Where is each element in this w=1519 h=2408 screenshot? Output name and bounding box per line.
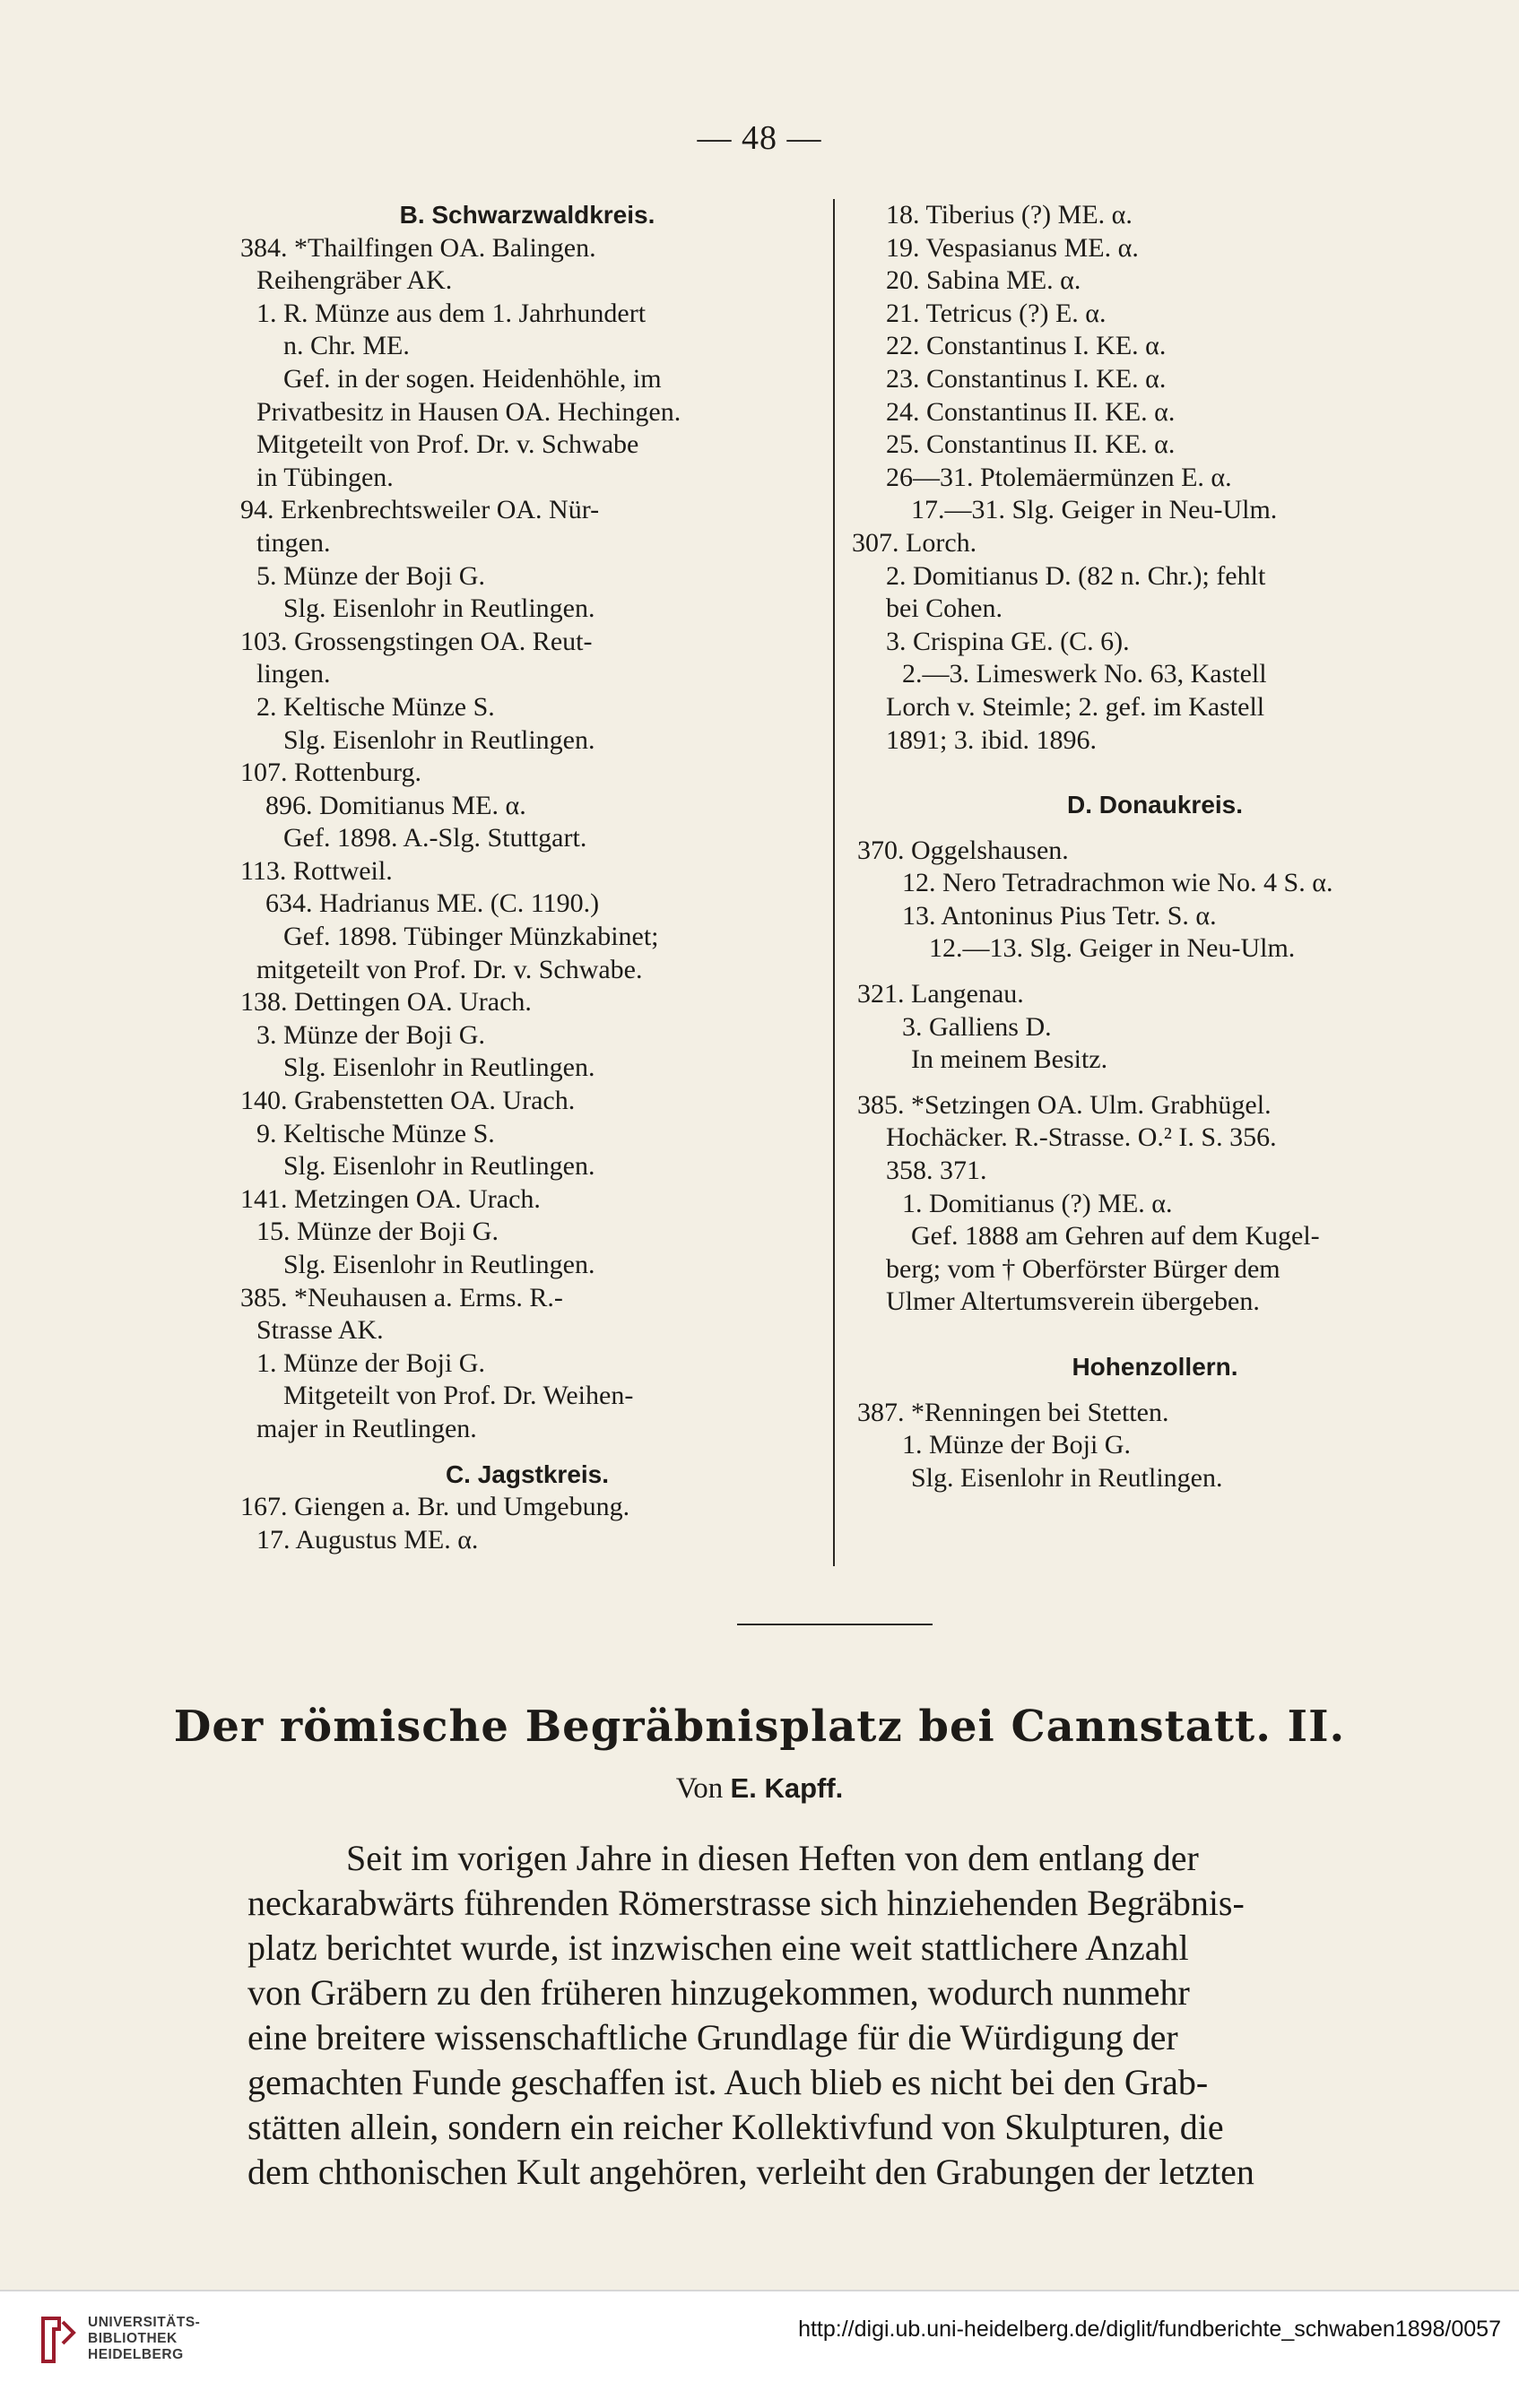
column-divider (833, 199, 835, 1566)
entry-line: 107. Rottenburg. (240, 758, 421, 788)
entry-line: 167. Giengen a. Br. und Umgebung. (240, 1492, 630, 1522)
entry-line: 13. Antoninus Pius Tetr. S. α. (902, 900, 1217, 931)
body-line: eine breitere wissenschaftliche Grundlage für die Würdigung der (247, 2017, 1178, 2057)
section-heading-donaukreis: D. Donaukreis. (1066, 791, 1244, 819)
page-number: — 48 — (697, 119, 822, 157)
entry-line: 23. Constantinus I. KE. α. (886, 363, 1167, 394)
entry-line: lingen. (256, 659, 331, 689)
entry-line: 15. Münze der Boji G. (256, 1217, 499, 1247)
entry-line: 22. Constantinus I. KE. α. (886, 331, 1167, 361)
section-heading-hohenzollern: Hohenzollern. (1072, 1353, 1238, 1381)
entry-line: 17. Augustus ME. α. (256, 1524, 479, 1555)
entry-line: 2. Keltische Münze S. (256, 691, 495, 722)
entry-line: Mitgeteilt von Prof. Dr. Weihen- (283, 1381, 634, 1411)
entry-line: 896. Domitianus ME. α. (265, 790, 526, 820)
body-line: dem chthonischen Kult angehören, verleiht den Grabungen der letzten (247, 2152, 1254, 2192)
viewer-footer (0, 2290, 1519, 2408)
entry-line: 94. Erkenbrechtsweiler OA. Nür- (240, 495, 600, 525)
entry-line: 1. Münze der Boji G. (256, 1347, 485, 1378)
right-column (852, 199, 1424, 1494)
entry-line: 3. Münze der Boji G. (256, 1019, 485, 1050)
entry-line: 25. Constantinus II. KE. α. (886, 429, 1176, 460)
entry-line: Gef. 1898. Tübinger Münzkabinet; (283, 922, 659, 952)
body-line: von Gräbern zu den früheren hinzugekommen, wodurch nunmehr (247, 1972, 1190, 2013)
entry-line: 2.—3. Limeswerk No. 63, Kastell (902, 659, 1267, 689)
entry-line: Slg. Eisenlohr in Reutlingen. (283, 1151, 595, 1182)
entry-line: 138. Dettingen OA. Urach. (240, 987, 532, 1018)
library-name[interactable] (88, 2315, 200, 2363)
author-prefix: Von (675, 1772, 724, 1805)
entry-line: 1. Münze der Boji G. (902, 1430, 1131, 1460)
entry-line: 370. Oggelshausen. (857, 835, 1069, 865)
entry-line: 21. Tetricus (?) E. α. (886, 298, 1107, 328)
section-separator (737, 1624, 933, 1625)
entry-line: in Tübingen. (256, 462, 394, 492)
entry-line: berg; vom † Oberförster Bürger dem (886, 1253, 1280, 1284)
permalink-url[interactable]: http://digi.ub.uni-heidelberg.de/diglit/fundberichte_schwaben1898/0057 (798, 2317, 1501, 2342)
entry-line: 1. R. Münze aus dem 1. Jahrhundert (256, 298, 647, 328)
section-heading-jagstkreis: C. Jagstkreis. (445, 1460, 610, 1488)
entry-line: Slg. Eisenlohr in Reutlingen. (911, 1462, 1223, 1493)
entry-line: Gef. 1898. A.-Slg. Stuttgart. (283, 823, 587, 853)
entry-line: 385. *Neuhausen a. Erms. R.- (240, 1282, 563, 1312)
entry-line: In meinem Besitz. (911, 1044, 1108, 1075)
entry-line: 26—31. Ptolemäermünzen E. α. (886, 462, 1232, 492)
entry-line: Strasse AK. (256, 1315, 384, 1346)
entry-line: 387. *Renningen bei Stetten. (857, 1397, 1169, 1427)
entry-line: 18. Tiberius (?) ME. α. (886, 200, 1133, 230)
entry-line: 1. Domitianus (?) ME. α. (902, 1188, 1173, 1218)
entry-line: 384. *Thailfingen OA. Balingen. (240, 232, 596, 263)
entry-line: Slg. Eisenlohr in Reutlingen. (283, 1250, 595, 1279)
entry-line: n. Chr. ME. (283, 331, 410, 361)
entry-line: 634. Hadrianus ME. (C. 1190.) (265, 888, 600, 919)
entry-line: tingen. (256, 527, 331, 558)
entry-line: 9. Keltische Münze S. (256, 1118, 495, 1148)
body-line: platz berichtet wurde, ist inzwischen eine weit stattlichere Anzahl (247, 1927, 1189, 1968)
library-name-line: HEIDELBERG (88, 2347, 184, 2362)
entry-line: 12.—13. Slg. Geiger in Neu-Ulm. (929, 933, 1296, 964)
entry-line: Hochäcker. R.-Strasse. O.² I. S. 356. (886, 1122, 1277, 1153)
entry-line: Privatbesitz in Hausen OA. Hechingen. (256, 396, 681, 427)
body-line: neckarabwärts führenden Römerstrasse sich hinziehenden Begräbnis- (247, 1883, 1245, 1923)
article-body (247, 1836, 1424, 2195)
article-title: Der römische Begräbnisplatz bei Cannstatt. II. (173, 1702, 1346, 1752)
entry-line: Slg. Eisenlohr in Reutlingen. (283, 593, 595, 624)
entry-line: Slg. Eisenlohr in Reutlingen. (283, 1052, 595, 1083)
entry-line: bei Cohen. (886, 593, 1003, 624)
entry-line: 321. Langenau. (857, 979, 1024, 1009)
entry-line: 3. Crispina GE. (C. 6). (886, 626, 1130, 656)
author-name: E. Kapff. (730, 1772, 844, 1804)
entry-line: 103. Grossengstingen OA. Reut- (240, 626, 593, 656)
entry-line: 24. Constantinus II. KE. α. (886, 396, 1176, 427)
article-author (0, 1772, 1519, 1806)
entry-line: 385. *Setzingen OA. Ulm. Grabhügel. (857, 1089, 1272, 1120)
entry-line: majer in Reutlingen. (256, 1413, 477, 1443)
entry-line: 2. Domitianus D. (82 n. Chr.); fehlt (886, 560, 1266, 591)
entry-line: 12. Nero Tetradrachmon wie No. 4 S. α. (902, 868, 1333, 898)
entry-line: 113. Rottweil. (240, 855, 393, 886)
entry-line: 17.—31. Slg. Geiger in Neu-Ulm. (911, 495, 1278, 525)
body-line: gemachten Funde geschaffen ist. Auch blieb es nicht bei den Grab- (247, 2062, 1209, 2102)
entry-line: 1891; 3. ibid. 1896. (886, 724, 1098, 755)
body-line: Seit im vorigen Jahre in diesen Heften von dem entlang der (346, 1838, 1199, 1878)
entry-line: Gef. in der sogen. Heidenhöhle, im (283, 363, 662, 394)
section-heading-schwarzwaldkreis: B. Schwarzwaldkreis. (399, 201, 655, 229)
library-name-line: UNIVERSITÄTS- (88, 2315, 201, 2330)
entry-line: 19. Vespasianus ME. α. (886, 232, 1139, 263)
entry-line: Gef. 1888 am Gehren auf dem Kugel- (911, 1221, 1320, 1252)
entry-line: Slg. Eisenlohr in Reutlingen. (283, 724, 595, 755)
entry-line: 141. Metzingen OA. Urach. (240, 1183, 541, 1214)
body-line: stätten allein, sondern ein reicher Kollektivfund von Skulpturen, die (247, 2107, 1224, 2147)
entry-line: 3. Galliens D. (902, 1011, 1052, 1042)
university-library-logo-icon[interactable] (36, 2311, 81, 2369)
entry-line: 140. Grabenstetten OA. Urach. (240, 1086, 576, 1116)
entry-line: mitgeteilt von Prof. Dr. v. Schwabe. (256, 954, 643, 984)
left-column (240, 199, 814, 1556)
entry-line: 5. Münze der Boji G. (256, 560, 485, 591)
entry-line: Ulmer Altertumsverein übergeben. (886, 1286, 1260, 1317)
entry-line: Mitgeteilt von Prof. Dr. v. Schwabe (256, 429, 639, 460)
entry-line: 358. 371. (886, 1156, 987, 1186)
entry-line: 307. Lorch. (852, 527, 977, 558)
entry-line: 20. Sabina ME. α. (886, 265, 1081, 296)
library-name-line: BIBLIOTHEK (88, 2331, 178, 2346)
entry-line: Lorch v. Steimle; 2. gef. im Kastell (886, 691, 1265, 722)
entry-line: Reihengräber AK. (256, 265, 453, 296)
